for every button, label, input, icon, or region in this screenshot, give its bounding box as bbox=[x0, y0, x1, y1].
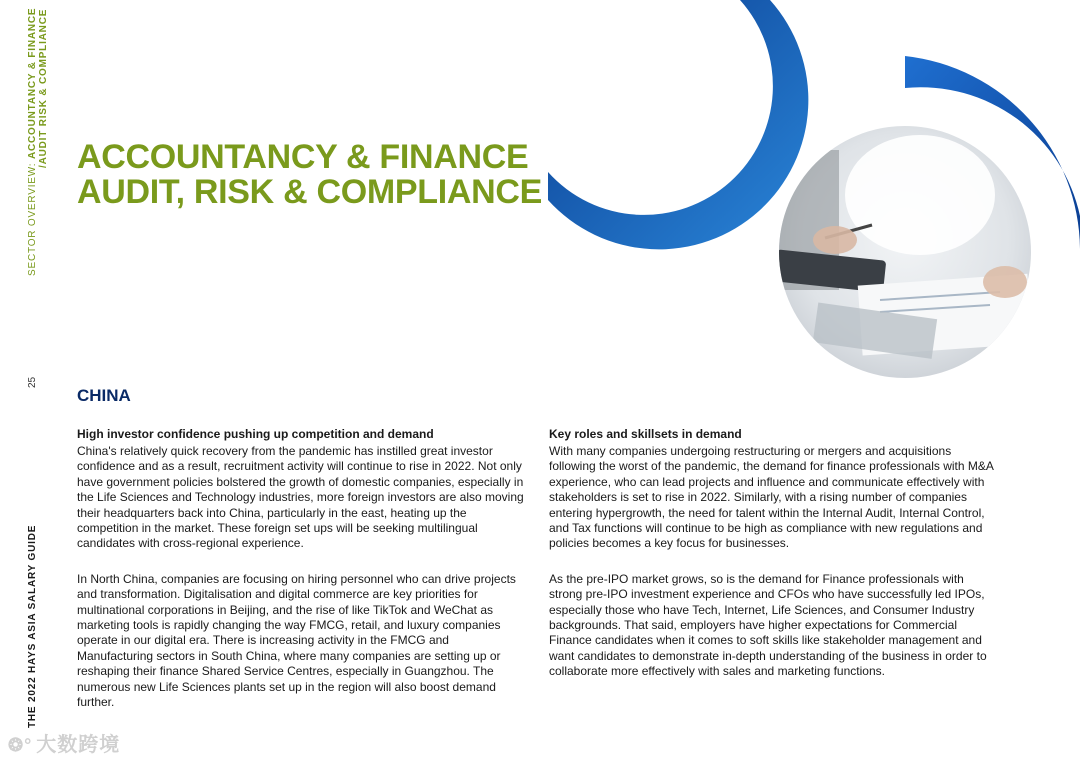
photo-circle bbox=[774, 126, 1033, 378]
page-title bbox=[77, 140, 542, 210]
sector-prefix: SECTOR OVERVIEW: bbox=[27, 159, 38, 276]
title-line-1: ACCOUNTANCY & FINANCE bbox=[77, 138, 529, 176]
left-paragraph-2: In North China, companies are focusing on hiring personnel who can drive projects and transformation. Digitalisation and digital commerce are key priorities for multinational corporations in Beijing, and the rise of like TikTok and WeChat as marketing tools is rapidly changing the way FMCG, retail, and luxury companies operate in our digital era. There is increasing activity in the FMCG and Manufacturing sectors in South China, where many companies are setting up or reshaping their finance Shared Service Centres, especially in Guangzhou. The numerous new Life Sciences plants set up in the region will also boost demand further. bbox=[77, 571, 516, 710]
page-number: 25 bbox=[27, 376, 38, 388]
sector-line-2: /AUDIT RISK & COMPLIANCE bbox=[38, 8, 49, 168]
sector-line-1: ACCOUNTANCY & FINANCE bbox=[27, 7, 38, 160]
watermark-text: 大数跨境 bbox=[36, 734, 121, 756]
right-paragraph-1: With many companies undergoing restructuring or mergers and acquisitions following the worst of the pandemic, the demand for finance professionals with M&A experience, who can lead projects and influence and communicate effectively with stakeholders is set to rise in 2022. Similarly, with a rising number of companies entering hypergrowth, the need for talent within the Internal Audit, Internal Control, and Tax functions will continue to be high as compliance with new regulations and policies becomes a key focus for businesses. bbox=[549, 444, 994, 551]
title-line-2: AUDIT, RISK & COMPLIANCE bbox=[77, 173, 543, 211]
guide-title: THE 2022 HAYS ASIA SALARY GUIDE bbox=[27, 524, 38, 728]
watermark-logo-icon: ❂° bbox=[8, 735, 33, 755]
right-paragraph-2: As the pre-IPO market grows, so is the demand for Finance professionals with strong pre-IPO investment experience and CFOs who have successfully led IPOs, especially those who have Tech, Internet, Life Sciences, and Consumer Industry backgrounds. That said, employers have higher expectations for Commercial Finance candidates when it comes to soft skills like stakeholder management and want candidates to demonstrate in-depth understanding of the business in order to collaborate more effectively with sales and marketing functions. bbox=[549, 571, 987, 679]
region-heading: CHINA bbox=[77, 386, 131, 405]
left-column-heading: High investor confidence pushing up competition and demand bbox=[77, 427, 434, 441]
left-column bbox=[77, 426, 527, 731]
left-paragraph-1: China's relatively quick recovery from the pandemic has instilled great investor confidence and as a result, recruitment activity will continue to rise in 2022. Not only have government policies bolstered the growth of domestic companies, especially in the Life Sciences and Technology industries, more foreign investors are also moving their headquarters back into China, particularly in the east, heating up the competition in the market. These foreign set ups will be seeking multilingual candidates with cross-regional experience. bbox=[77, 444, 524, 551]
right-column-heading: Key roles and skillsets in demand bbox=[549, 427, 742, 441]
right-column bbox=[549, 426, 999, 700]
watermark bbox=[8, 728, 120, 757]
upper-arc bbox=[548, 0, 808, 249]
